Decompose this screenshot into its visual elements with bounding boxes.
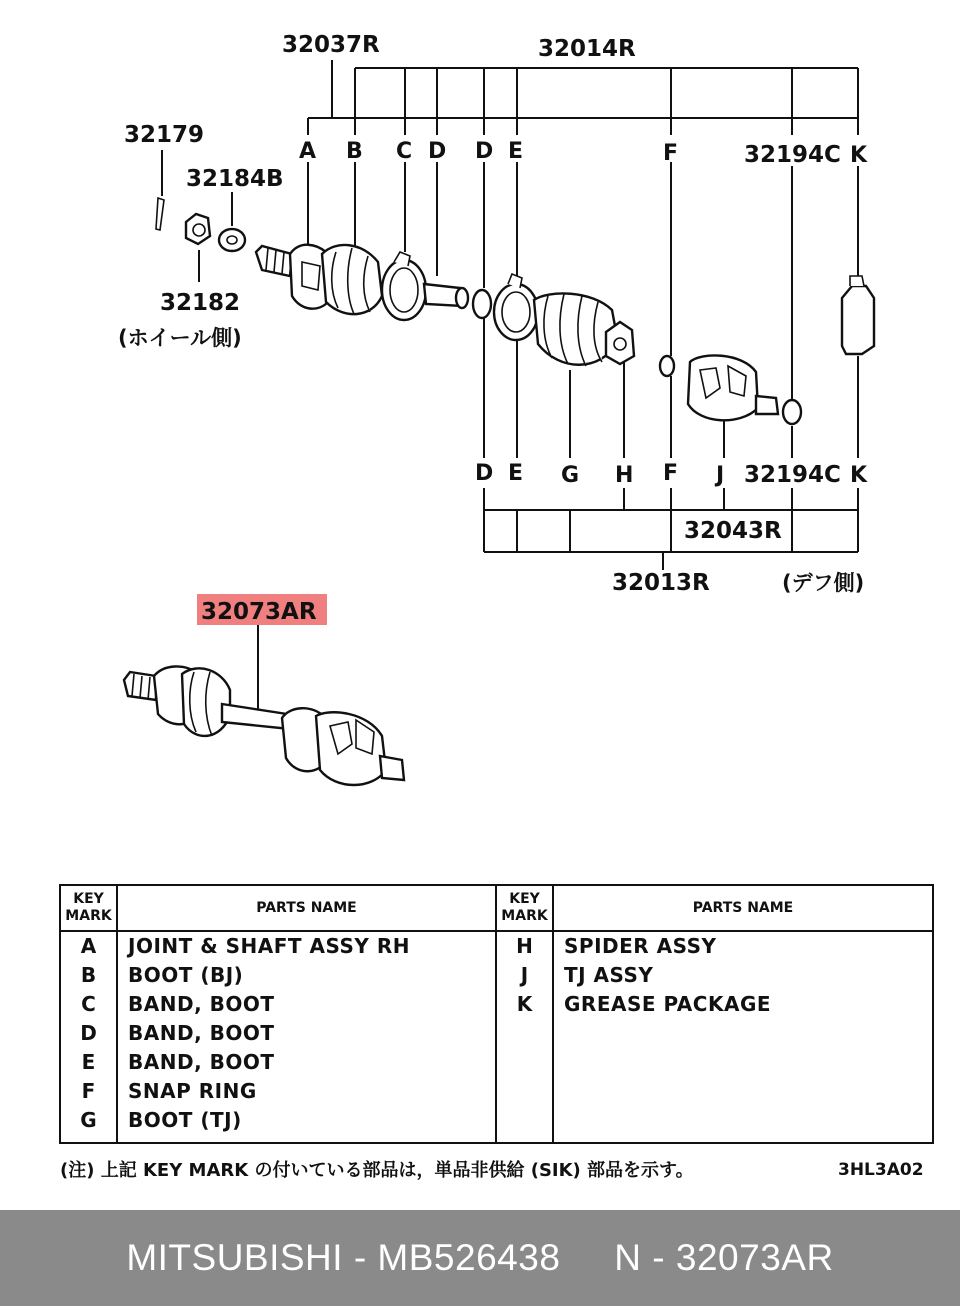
- boot-B: [322, 245, 382, 314]
- label-32179: 32179: [124, 122, 205, 148]
- bottom-mark-K: K: [850, 463, 868, 488]
- header-parts-name-right: PARTS NAME: [553, 885, 933, 931]
- bottom-mark-E: E: [508, 461, 524, 486]
- spider-H: [606, 322, 634, 364]
- table-part-name: SPIDER ASSY: [564, 934, 717, 958]
- table-part-name: BAND, BOOT: [128, 1021, 275, 1045]
- table-key: C: [81, 992, 96, 1016]
- band-C: [382, 252, 426, 320]
- label-32014R: 32014R: [538, 36, 636, 62]
- table-key: H: [516, 934, 533, 958]
- bottom-leader-lines: [258, 318, 858, 712]
- label-32013R: 32013R: [612, 570, 710, 596]
- tj-assy-J: [688, 355, 778, 420]
- bottom-mark-F: F: [663, 461, 679, 486]
- right-name-column: [553, 931, 933, 1143]
- label-32043R: 32043R: [684, 518, 782, 544]
- bottom-mark-H: H: [615, 463, 634, 488]
- label-32194C-top: 32194C: [744, 142, 841, 168]
- table-key: J: [520, 963, 529, 987]
- top-mark-F: F: [663, 141, 679, 166]
- top-mark-D1: D: [428, 139, 447, 164]
- table-key: A: [80, 934, 97, 958]
- left-key-column: [60, 931, 117, 1143]
- table-body-row: [60, 931, 933, 1143]
- label-32182: 32182: [160, 290, 241, 316]
- label-32073AR: 32073AR: [201, 599, 317, 625]
- exploded-parts: [156, 198, 874, 424]
- table-part-name: BOOT (BJ): [128, 963, 244, 987]
- assembled-drive-shaft-32073AR: [124, 666, 404, 785]
- snap-ring-32194C: [783, 400, 801, 424]
- top-mark-C: C: [396, 139, 413, 164]
- header-parts-name-left: PARTS NAME: [117, 885, 496, 931]
- header-key-mark-left: KEY MARK: [60, 885, 117, 931]
- label-32037R: 32037R: [282, 32, 380, 58]
- table-key: F: [81, 1079, 96, 1103]
- band-D-inner: [473, 290, 491, 318]
- table-header-row: [60, 885, 933, 931]
- top-mark-A: A: [299, 139, 317, 164]
- header-key-mark-right: KEY MARK: [496, 885, 553, 931]
- top-mark-K: K: [850, 143, 868, 168]
- washer-32184B: [219, 229, 245, 251]
- table-part-name: BAND, BOOT: [128, 992, 275, 1016]
- table-part-name: GREASE PACKAGE: [564, 992, 772, 1016]
- top-mark-B: B: [346, 139, 363, 164]
- table-part-name: SNAP RING: [128, 1079, 257, 1103]
- right-key-column: [496, 931, 553, 1143]
- label-32184B: 32184B: [186, 166, 284, 192]
- table-part-name: JOINT & SHAFT ASSY RH: [128, 934, 410, 958]
- top-mark-E: E: [508, 139, 524, 164]
- bj-stub-shaft: [256, 246, 292, 276]
- table-part-name: TJ ASSY: [564, 963, 654, 987]
- table-key: K: [516, 992, 533, 1016]
- hub-nut-32182: [186, 214, 210, 244]
- footer-part-number: MITSUBISHI - MB526438 N - 32073AR: [126, 1237, 834, 1278]
- label-diff-side: (デフ側): [782, 571, 865, 595]
- diagram-code: 3HL3A02: [838, 1160, 924, 1180]
- band-E: [494, 274, 538, 340]
- table-key: E: [81, 1050, 96, 1074]
- table-key: G: [80, 1108, 97, 1132]
- left-name-column: [117, 931, 496, 1143]
- table-key: D: [80, 1021, 97, 1045]
- top-mark-D2: D: [475, 139, 494, 164]
- label-wheel-side: (ホイール側): [118, 326, 242, 350]
- bottom-mark-G: G: [561, 463, 580, 488]
- table-key: B: [80, 963, 97, 987]
- part-number-labels: [118, 32, 864, 625]
- table-part-name: BOOT (TJ): [128, 1108, 242, 1132]
- key-mark-note: (注) 上記 KEY MARK の付いている部品は，単品非供給 (SIK) 部品を示す。: [60, 1160, 694, 1181]
- label-32194C-bottom: 32194C: [744, 462, 841, 488]
- bottom-mark-J: J: [716, 463, 725, 488]
- grease-package-K: [842, 276, 874, 354]
- snap-ring-F: [660, 356, 674, 376]
- table-part-name: BAND, BOOT: [128, 1050, 275, 1074]
- top-leader-lines: [162, 60, 858, 400]
- parts-table: [59, 884, 934, 1144]
- cotter-pin-32179: [156, 198, 164, 230]
- footer-bar: [0, 1210, 960, 1306]
- band-D-outer: [424, 284, 468, 308]
- bottom-mark-D: D: [475, 461, 494, 486]
